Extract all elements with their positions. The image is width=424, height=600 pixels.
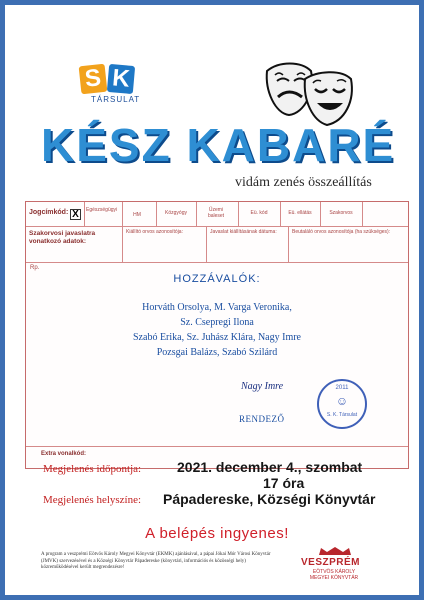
form-col-7: Szakorvos	[329, 210, 353, 216]
crown-icon	[317, 546, 353, 556]
cast-line-2: Sz. Csepregi Ilona	[180, 317, 254, 328]
form-col-5: Eü. kód	[250, 210, 268, 216]
stamp-text: S. K. Társulat	[326, 412, 358, 418]
form-kiallito: Kiállító orvos azonosítója:	[126, 229, 183, 235]
logo-letter-k: K	[107, 64, 135, 94]
place-value: Pápadereske, Községi Könyvtár	[163, 491, 376, 507]
subtitle: vidám zenés összeállítás	[235, 175, 372, 190]
stamp	[317, 379, 367, 429]
form-x-mark: X	[70, 209, 81, 220]
extra-vonalkod: Extra vonalkód:	[41, 451, 87, 457]
cast-line-4: Pozsgai Balázs, Szabó Szilárd	[156, 347, 278, 358]
stamp-year: 2011	[335, 385, 349, 391]
library-name: VESZPRÉM	[301, 557, 361, 568]
form-jogcimkod: Jogcímkód:	[29, 209, 69, 216]
form-col-1: Egészségügyi	[86, 207, 118, 213]
time-value: 2021. december 4., szombat	[177, 459, 363, 475]
time-label: Megjelenés időpontja:	[43, 463, 142, 475]
stamp-mask-icon: ☺	[335, 394, 349, 408]
director-signature: Nagy Imre	[241, 381, 284, 392]
logo-letter-s: S	[79, 64, 108, 95]
form-javaslat: Javaslat kiállításának dátuma:	[210, 229, 277, 235]
logo-tarsulat: TÁRSULAT	[91, 95, 141, 104]
library-sub-1: EÖTVÖS KÁROLY	[312, 569, 356, 575]
library-sub-2: MEGYEI KÖNYVTÁR	[309, 575, 359, 581]
place-label: Megjelenés helyszíne:	[43, 494, 142, 506]
free-entry: A belépés ingyenes!	[145, 525, 289, 542]
time-hour: 17 óra	[263, 475, 305, 491]
form-col-4: Üzemi baleset	[207, 207, 225, 219]
library-sub	[299, 569, 369, 581]
form-col-3: Közgyógy	[165, 210, 187, 216]
form-col-6: Eü. ellátás	[288, 210, 312, 216]
page-title: KÉSZ KABARÉ	[41, 119, 396, 171]
form-beutalo: Beutaláló orvos azonosítója (ha szükséges):	[292, 229, 391, 235]
form-szakorvosi: Szakorvosi javaslatra vonatkozó adatok:	[29, 230, 96, 245]
director-label: RENDEZŐ	[239, 414, 285, 424]
footer-text: A program a veszprémi Eötvös Károly Megyei Könyvtár (EKMK) ajánlásával, a pápai Jókai Mór Városi Könyvtár (JMVK) szervezésével és a Községi Könyvtár Pápadereske (könyvtári, információs és közösségi hely) közreműködésével került megrendezésre!	[41, 552, 271, 570]
cast-line-1: Horváth Orsolya, M. Varga Veronika,	[142, 302, 292, 313]
ingredients-title: HOZZÁVALÓK:	[173, 273, 261, 285]
form-col-2: HM	[133, 212, 141, 218]
cast-line-3: Szabó Erika, Sz. Juhász Klára, Nagy Imre	[133, 332, 301, 343]
form-rp: Rp.	[30, 265, 40, 271]
